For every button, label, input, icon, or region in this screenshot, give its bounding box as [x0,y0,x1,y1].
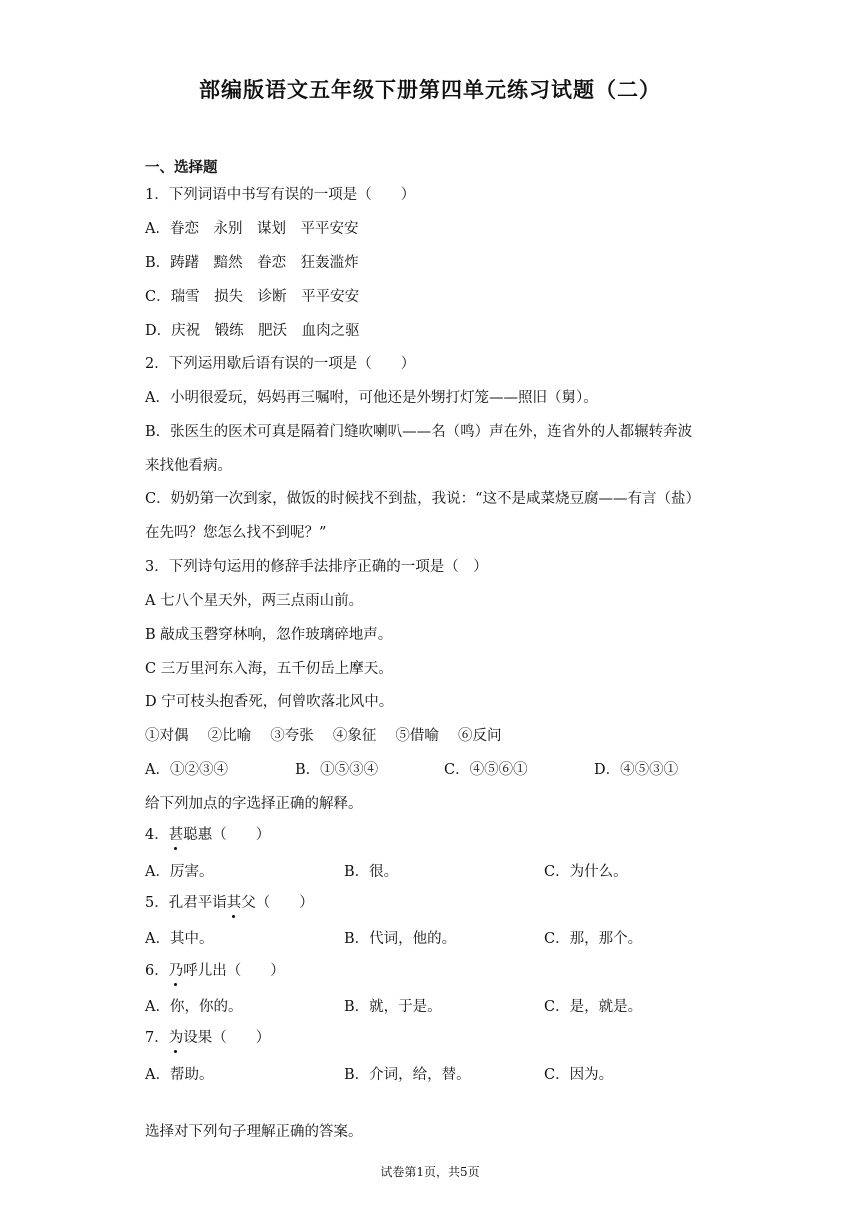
question-5-option-a: A．其中。 [145,931,214,947]
question-3-devices: ①对偶 ②比喻 ③夸张 ④象征 ⑤借喻 ⑥反问 [145,728,502,744]
dotted-character: 其 [226,895,242,911]
question-3-option-c: C．④⑤⑥① [444,762,528,778]
question-2-option-c-line1: C．奶奶第一次到家，做饭的时候找不到盐，我说：“这不是咸菜烧豆腐——有言（盐） [145,491,701,507]
question-4-option-b: B．很。 [344,864,399,880]
question-1-option-c: C．瑞雪 损失 诊断 平平安安 [145,289,360,305]
instruction-dotted-words: 给下列加点的字选择正确的解释。 [145,796,363,812]
question-4-option-c: C．为什么。 [544,864,628,880]
question-4-stem: 4．甚聪惠（ ） [145,827,271,843]
question-1-option-d: D．庆祝 锻练 肥沃 血肉之驱 [145,323,360,339]
question-1-option-a: A．眷恋 永别 谋划 平平安安 [145,221,359,237]
page-footer: 试卷第1页，共5页 [380,1165,480,1179]
question-7-option-c: C．因为。 [544,1067,614,1083]
question-3-poem-d: D 宁可枝头抱香死，何曾吹落北风中。 [145,694,394,710]
question-5-option-c: C．那，那个。 [544,931,643,947]
question-3-stem: 3．下列诗句运用的修辞手法排序正确的一项是（ ） [145,559,488,575]
question-3-poem-a: A 七八个星天外，两三点雨山前。 [145,593,364,609]
question-3-option-d: D．④⑤③① [594,762,679,778]
question-1-option-b: B．踌躇 黯然 眷恋 狂轰滥炸 [145,255,359,271]
question-6-option-b: B．就，于是。 [344,999,442,1015]
question-5-option-b: B．代词，他的。 [344,931,457,947]
section-heading: 一、选择题 [145,159,218,176]
question-4-option-a: A．厉害。 [145,864,214,880]
question-3-option-b: B．①⑤③④ [295,762,379,778]
question-2-option-b-line2: 来找他看病。 [145,458,232,474]
question-5-stem: 5．孔君平诣其父（ ） [145,895,314,911]
instruction-sentences: 选择对下列句子理解正确的答案。 [145,1124,363,1140]
page-title: 部编版语文五年级下册第四单元练习试题（二） [199,77,661,102]
dotted-character: 为 [168,1030,184,1046]
question-2-option-b-line1: B．张医生的医术可真是隔着门缝吹喇叭——名（鸣）声在外，连省外的人都辗转奔波 [145,424,693,440]
question-7-option-b: B．介词，给，替。 [344,1067,471,1083]
dotted-character: 乃 [168,963,184,979]
question-2-option-a: A．小明很爱玩，妈妈再三嘱咐，可他还是外甥打灯笼——照旧（舅）。 [145,390,598,406]
question-7-stem: 7．为设果（ ） [145,1030,271,1046]
question-3-option-a: A．①②③④ [145,762,228,778]
question-6-stem: 6．乃呼儿出（ ） [145,963,285,979]
question-2-option-c-line2: 在先吗？您怎么找不到呢？” [145,525,327,541]
question-6-option-a: A．你，你的。 [145,999,243,1015]
question-6-option-c: C．是，就是。 [544,999,643,1015]
dotted-character: 甚 [168,827,184,843]
question-7-option-a: A．帮助。 [145,1067,214,1083]
question-3-poem-c: C 三万里河东入海，五千仞岳上摩天。 [145,661,393,677]
question-1-stem: 1．下列词语中书写有误的一项是（ ） [145,187,416,203]
question-2-stem: 2．下列运用歇后语有误的一项是（ ） [145,356,416,372]
question-3-poem-b: B 敲成玉磬穿林响，忽作玻璃碎地声。 [145,627,393,643]
